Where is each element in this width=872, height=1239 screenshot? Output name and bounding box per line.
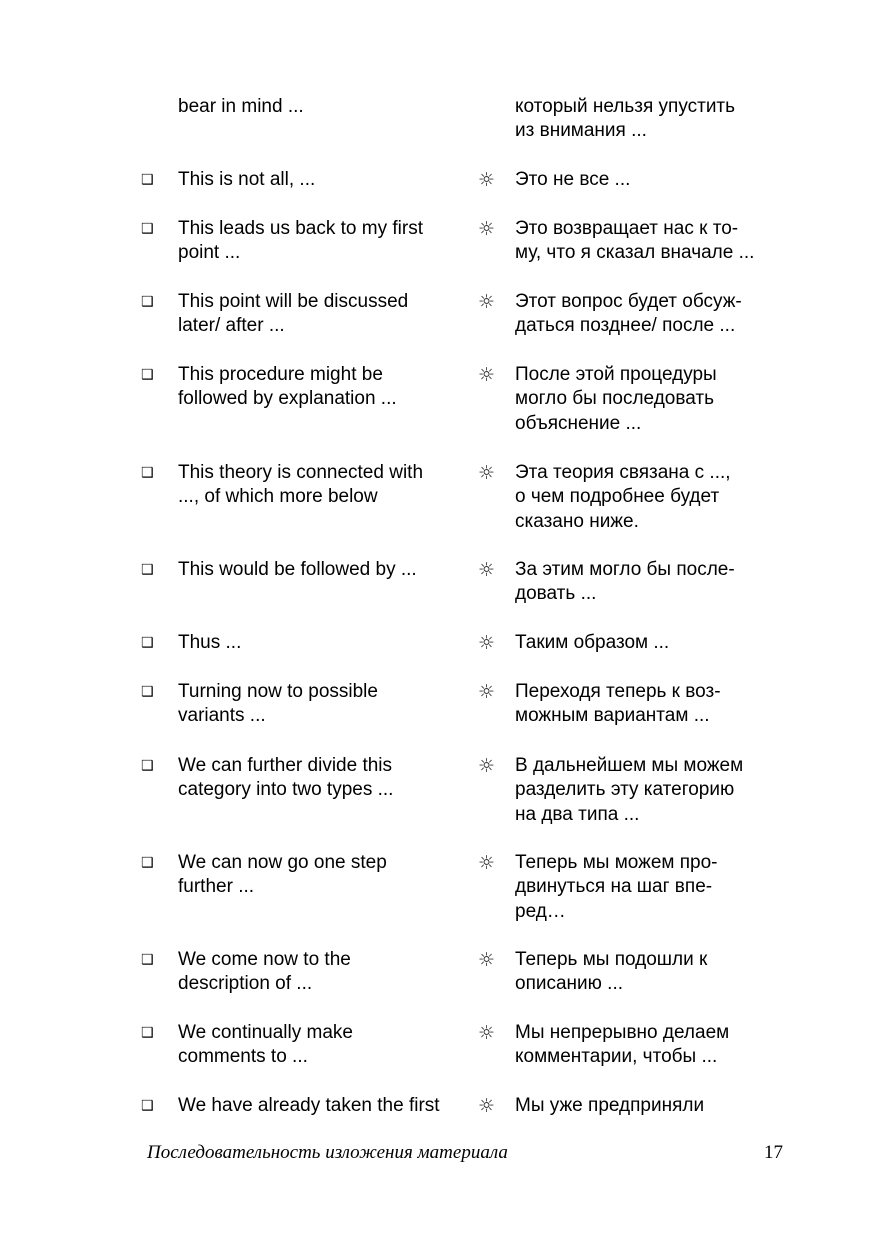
english-phrase: We can further divide this category into two types ... <box>178 755 394 801</box>
russian-phrase: Мы уже предприняли <box>515 1095 705 1116</box>
russian-phrase: В дальнейшем мы можем разделить эту категорию на два типа ... <box>515 755 744 825</box>
sun-icon: ☼ <box>478 364 496 386</box>
russian-phrase: После этой процедуры могло бы последовать объяснение ... <box>515 364 717 434</box>
english-phrase: This leads us back to my first point ... <box>178 218 423 264</box>
english-phrase: We continually make comments to ... <box>178 1022 353 1068</box>
sun-icon: ☼ <box>478 755 496 777</box>
checkbox-bullet-icon: ❑ <box>141 635 154 651</box>
checkbox-bullet-icon: ❑ <box>141 684 154 700</box>
sun-icon: ☼ <box>478 681 496 703</box>
russian-phrase: Переходя теперь к воз- можным вариантам ... <box>515 681 721 727</box>
russian-phrase: Это не все ... <box>515 169 631 190</box>
sun-icon: ☼ <box>478 218 496 240</box>
sun-icon: ☼ <box>478 291 496 313</box>
checkbox-bullet-icon: ❑ <box>141 367 154 383</box>
checkbox-bullet-icon: ❑ <box>141 465 154 481</box>
english-phrase: This procedure might be followed by explanation ... <box>178 364 397 410</box>
sun-icon: ☼ <box>478 1022 496 1044</box>
checkbox-bullet-icon: ❑ <box>141 294 154 310</box>
running-footer-title: Последовательность изложения материала <box>147 1142 508 1163</box>
intro-russian-text: который нельзя упустить из внимания ... <box>515 96 736 142</box>
russian-phrase: Таким образом ... <box>515 632 670 653</box>
checkbox-bullet-icon: ❑ <box>141 562 154 578</box>
english-phrase: This point will be discussed later/ after ... <box>178 291 409 337</box>
russian-phrase: Эта теория связана с ..., о чем подробнее будет сказано ниже. <box>515 462 731 532</box>
english-phrase: Thus ... <box>178 632 242 653</box>
english-phrase: This is not all, ... <box>178 169 316 190</box>
intro-english-text: bear in mind ... <box>178 96 304 117</box>
russian-phrase: Теперь мы подошли к описанию ... <box>515 949 708 995</box>
english-phrase: This theory is connected with ..., of which more below <box>178 462 424 508</box>
checkbox-bullet-icon: ❑ <box>141 855 154 871</box>
english-phrase: This would be followed by ... <box>178 559 417 580</box>
russian-phrase: За этим могло бы после- довать ... <box>515 559 735 605</box>
russian-phrase: Этот вопрос будет обсуж- даться позднее/ после ... <box>515 291 742 337</box>
english-phrase: Turning now to possible variants ... <box>178 681 378 727</box>
checkbox-bullet-icon: ❑ <box>141 172 154 188</box>
checkbox-bullet-icon: ❑ <box>141 1098 154 1114</box>
sun-icon: ☼ <box>478 169 496 191</box>
page-number: 17 <box>764 1142 783 1163</box>
russian-phrase: Теперь мы можем про- двинуться на шаг впе- ред… <box>515 852 718 922</box>
sun-icon: ☼ <box>478 559 496 581</box>
checkbox-bullet-icon: ❑ <box>141 952 154 968</box>
sun-icon: ☼ <box>478 1095 496 1117</box>
sun-icon: ☼ <box>478 462 496 484</box>
checkbox-bullet-icon: ❑ <box>141 758 154 774</box>
russian-phrase: Мы непрерывно делаем комментарии, чтобы ... <box>515 1022 730 1068</box>
sun-icon: ☼ <box>478 949 496 971</box>
english-phrase: We come now to the description of ... <box>178 949 351 995</box>
sun-icon: ☼ <box>478 852 496 874</box>
english-phrase: We have already taken the first <box>178 1095 440 1116</box>
checkbox-bullet-icon: ❑ <box>141 221 154 237</box>
sun-icon: ☼ <box>478 632 496 654</box>
checkbox-bullet-icon: ❑ <box>141 1025 154 1041</box>
english-phrase: We can now go one step further ... <box>178 852 387 898</box>
russian-phrase: Это возвращает нас к то- му, что я сказал вначале ... <box>515 218 755 264</box>
